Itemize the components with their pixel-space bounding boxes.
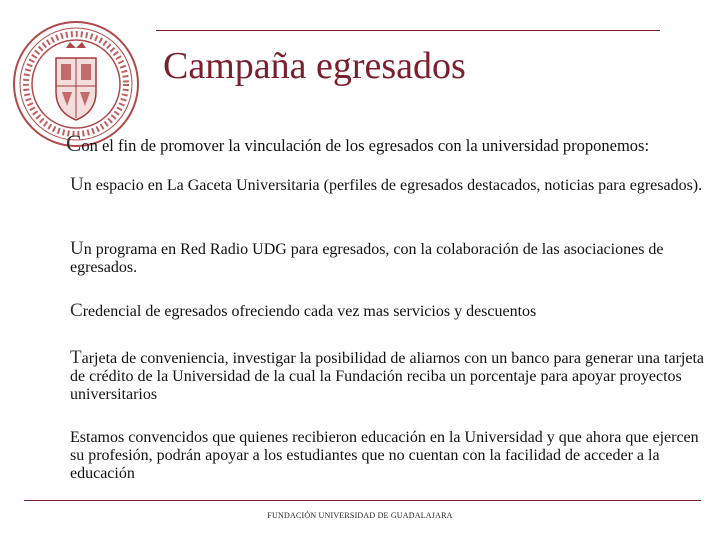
list-item <box>70 302 710 321</box>
intro-body: on el fin de promover la vinculación de los egresados con la universidad proponemos: <box>81 136 650 155</box>
list-item-text: redencial de egresados ofreciendo cada vez mas servicios y descuentos <box>82 303 537 320</box>
top-divider <box>156 30 660 31</box>
intro-text <box>66 131 716 157</box>
list-item-initial: T <box>70 347 82 368</box>
list-item-initial: U <box>70 174 84 195</box>
list-item <box>70 240 710 277</box>
list-item <box>70 428 710 483</box>
intro-initial: C <box>66 131 82 156</box>
list-item-initial: C <box>70 300 83 321</box>
list-item-text: Estamos convencidos que quienes recibieron educación en la Universidad y que ahora que ejercen su profesión, podrán apoyar a los estudiantes que no cuentan con la facilidad de acceder a la educación <box>70 429 699 482</box>
footer-text: FUNDACIÓN UNIVERSIDAD DE GUADALAJARA <box>267 511 453 520</box>
page-title: Campaña egresados <box>163 45 466 87</box>
list-item-text: n programa en Red Radio UDG para egresados, con la colaboración de las asociaciones de egresados. <box>70 241 664 276</box>
list-item-initial: U <box>70 238 84 259</box>
list-item-text: arjeta de conveniencia, investigar la posibilidad de aliarnos con un banco para generar una tarjeta de crédito de la Universidad de la cual la Fundación reciba un porcentaje para apoyar proyectos universitarios <box>70 350 704 403</box>
list-item-text: n espacio en La Gaceta Universitaria (perfiles de egresados destacados, noticias para egresados). <box>83 177 703 194</box>
list-item <box>70 349 710 404</box>
bottom-divider <box>24 500 701 501</box>
list-item <box>70 176 710 195</box>
